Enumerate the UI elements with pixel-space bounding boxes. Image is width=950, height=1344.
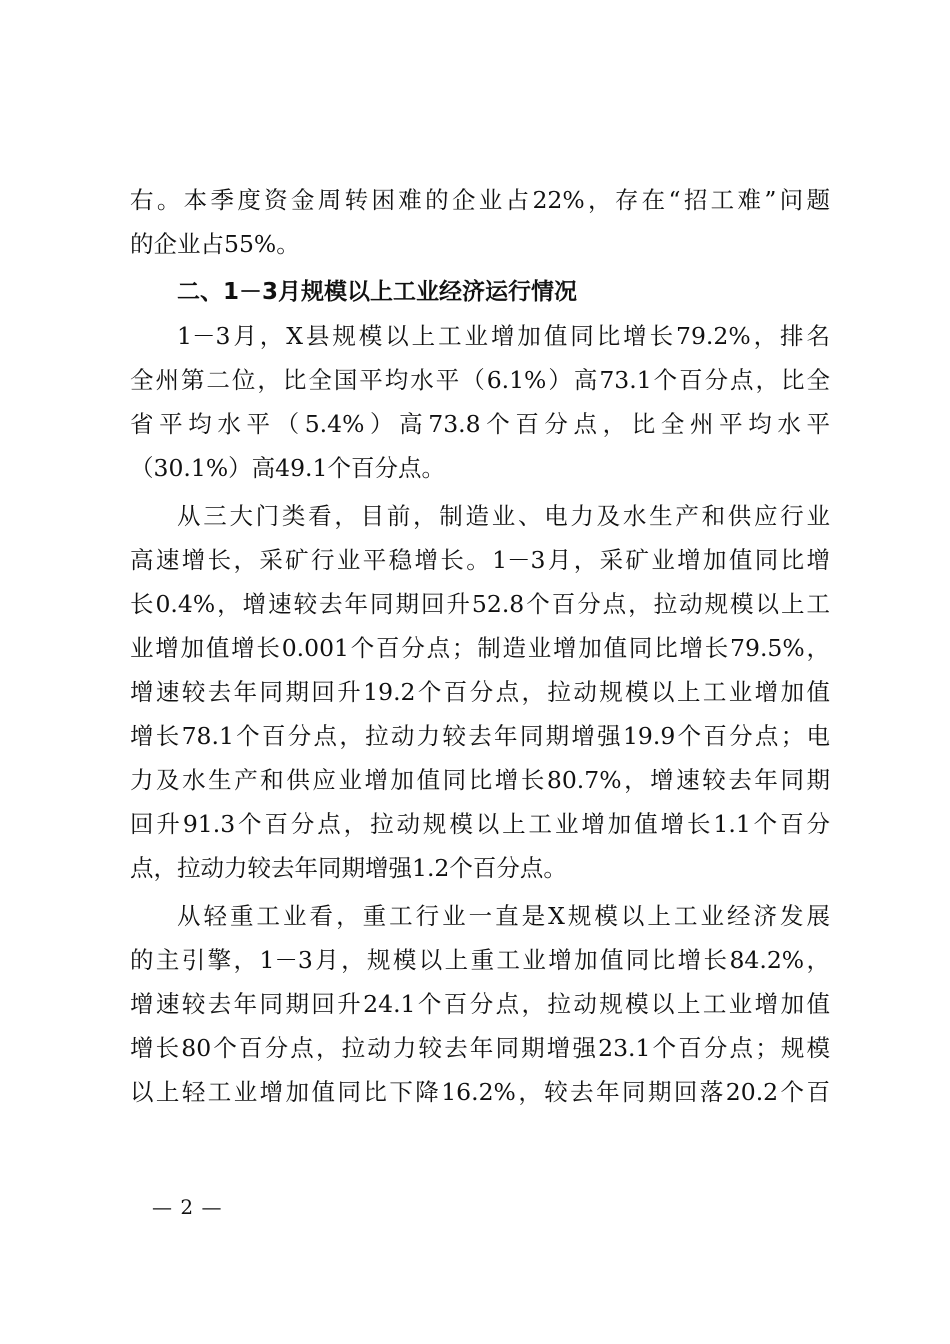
text-line: 力及水生产和供应业增加值同比增长80.7%，增速较去年同期 bbox=[130, 766, 830, 794]
text-line: 从轻重工业看，重工行业一直是X规模以上工业经济发展 bbox=[177, 902, 830, 930]
section-heading: 二、1－3月规模以上工业经济运行情况 bbox=[177, 279, 578, 305]
text-line: 的企业占55%。 bbox=[130, 230, 300, 258]
page-number: — 2 — bbox=[152, 1195, 223, 1219]
text-line: 增速较去年同期回升19.2个百分点，拉动规模以上工业增加值 bbox=[130, 678, 830, 706]
text-line: 增长80个百分点，拉动力较去年同期增强23.1个百分点；规模 bbox=[130, 1034, 830, 1062]
text-line: 增速较去年同期回升24.1个百分点，拉动规模以上工业增加值 bbox=[130, 990, 830, 1018]
body-text bbox=[130, 178, 830, 1114]
text-line: 高速增长，采矿行业平稳增长。1－3月，采矿业增加值同比增 bbox=[130, 546, 830, 574]
text-line: 从三大门类看，目前，制造业、电力及水生产和供应行业 bbox=[177, 502, 830, 530]
text-line: 回升91.3个百分点，拉动规模以上工业增加值增长1.1个百分 bbox=[130, 810, 830, 838]
text-line: 长0.4%，增速较去年同期回升52.8个百分点，拉动规模以上工 bbox=[130, 590, 830, 618]
text-line: 的主引擎，1－3月，规模以上重工业增加值同比增长84.2%， bbox=[130, 946, 830, 974]
text-line: 全州第二位，比全国平均水平（6.1%）高73.1个百分点，比全 bbox=[130, 366, 830, 394]
text-line: 省平均水平（5.4%）高73.8个百分点，比全州平均水平 bbox=[130, 410, 830, 438]
text-line: 点，拉动力较去年同期增强1.2个百分点。 bbox=[130, 854, 567, 882]
text-line: 1－3月，X县规模以上工业增加值同比增长79.2%，排名 bbox=[177, 322, 830, 350]
text-line: 以上轻工业增加值同比下降16.2%，较去年同期回落20.2个百 bbox=[130, 1078, 830, 1106]
text-line: （30.1%）高49.1个百分点。 bbox=[130, 454, 445, 482]
text-line: 业增加值增长0.001个百分点；制造业增加值同比增长79.5%， bbox=[130, 634, 830, 662]
text-line: 右。本季度资金周转困难的企业占22%，存在“招工难”问题 bbox=[130, 186, 830, 214]
text-line: 增长78.1个百分点，拉动力较去年同期增强19.9个百分点；电 bbox=[130, 722, 830, 750]
